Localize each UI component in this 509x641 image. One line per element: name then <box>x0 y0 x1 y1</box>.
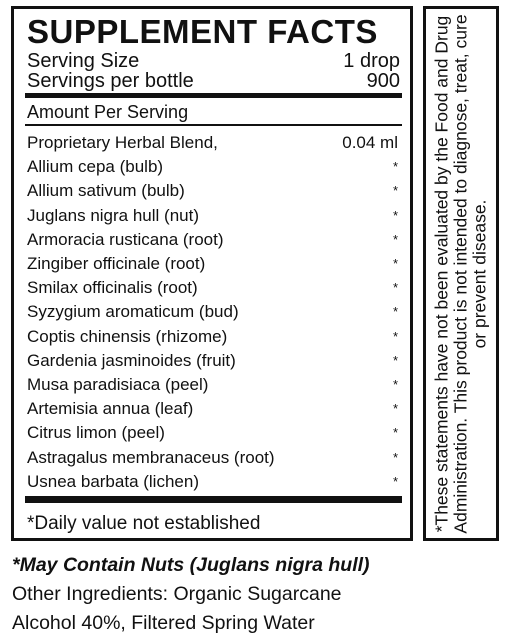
ingredient-name: Juglans nigra hull (nut) <box>27 205 199 225</box>
ingredient-row <box>27 399 398 419</box>
other-ingredients-line-2: Alcohol 40%, Filtered Spring Water <box>12 612 315 634</box>
ingredient-row <box>27 133 398 153</box>
ingredient-row <box>27 302 398 322</box>
ingredient-name: Gardenia jasminoides (fruit) <box>27 350 236 370</box>
ingredient-row <box>27 254 398 274</box>
serving-size-row <box>27 50 400 72</box>
ingredient-amount: * <box>392 256 398 271</box>
ingredient-name: Syzygium aromaticum (bud) <box>27 302 239 322</box>
other-ingredients-line-1: Other Ingredients: Organic Sugarcane <box>12 583 342 605</box>
fda-disclaimer-text: *These statements have not been evaluated by the Food and Drug Administration. This product is not intended to diagnose, treat, cure or prevent disease. <box>431 13 490 534</box>
thin-divider <box>25 124 402 126</box>
thick-divider <box>25 93 402 98</box>
servings-per-bottle-row <box>27 70 400 92</box>
serving-size-value: 1 drop <box>343 50 400 72</box>
ingredient-name: Musa paradisiaca (peel) <box>27 375 209 394</box>
ingredient-name: Smilax officinalis (root) <box>27 278 198 298</box>
ingredient-row <box>27 472 398 492</box>
ingredient-amount: * <box>392 183 398 199</box>
ingredient-amount: * <box>392 425 398 441</box>
serving-size-label: Serving Size <box>27 50 140 72</box>
supplement-facts-panel <box>11 6 413 541</box>
ingredient-amount: * <box>392 280 398 296</box>
ingredient-amount: * <box>392 159 398 175</box>
servings-label: Servings per bottle <box>27 70 194 92</box>
ingredient-amount: * <box>392 401 398 417</box>
ingredient-name: Usnea barbata (lichen) <box>27 471 199 491</box>
ingredient-amount: * <box>392 207 398 223</box>
nut-warning: *May Contain Nuts (Juglans nigra hull) <box>12 554 370 576</box>
ingredient-name: Proprietary Herbal Blend, <box>27 133 218 152</box>
ingredient-name: Coptis chinensis (rhizome) <box>27 326 228 346</box>
ingredient-name: Artemisia annua (leaf) <box>27 399 194 419</box>
ingredient-row <box>27 423 398 443</box>
ingredient-amount: * <box>392 352 398 368</box>
ingredient-amount: * <box>392 304 398 320</box>
ingredient-amount: * <box>392 231 398 247</box>
ingredient-name: Zingiber officinale (root) <box>27 254 206 273</box>
ingredient-row <box>27 327 398 347</box>
ingredient-name: Allium cepa (bulb) <box>27 157 164 177</box>
ingredient-amount: * <box>392 377 398 392</box>
ingredient-name: Allium sativum (bulb) <box>27 181 185 201</box>
ingredient-amount: * <box>392 328 398 344</box>
ingredient-row <box>27 206 398 226</box>
bottom-thick-divider <box>25 496 402 503</box>
ingredient-row <box>27 181 398 201</box>
ingredient-name: Astragalus membranaceus (root) <box>27 447 275 467</box>
ingredient-row <box>27 157 398 177</box>
servings-value: 900 <box>366 70 400 92</box>
ingredient-amount: 0.04 ml <box>342 133 398 152</box>
fda-disclaimer-box <box>423 6 499 541</box>
ingredient-name: Citrus limon (peel) <box>27 423 165 443</box>
ingredient-amount: * <box>392 473 398 489</box>
ingredient-name: Armoracia rusticana (root) <box>27 229 224 249</box>
daily-value-footnote: *Daily value not established <box>27 513 261 534</box>
ingredient-row <box>27 375 398 395</box>
ingredient-amount: * <box>392 449 398 465</box>
amount-per-serving-header: Amount Per Serving <box>27 102 189 122</box>
panel-title: SUPPLEMENT FACTS <box>27 13 378 50</box>
ingredient-row <box>27 230 398 250</box>
ingredient-row <box>27 278 398 298</box>
ingredient-row <box>27 351 398 371</box>
ingredient-row <box>27 448 398 468</box>
